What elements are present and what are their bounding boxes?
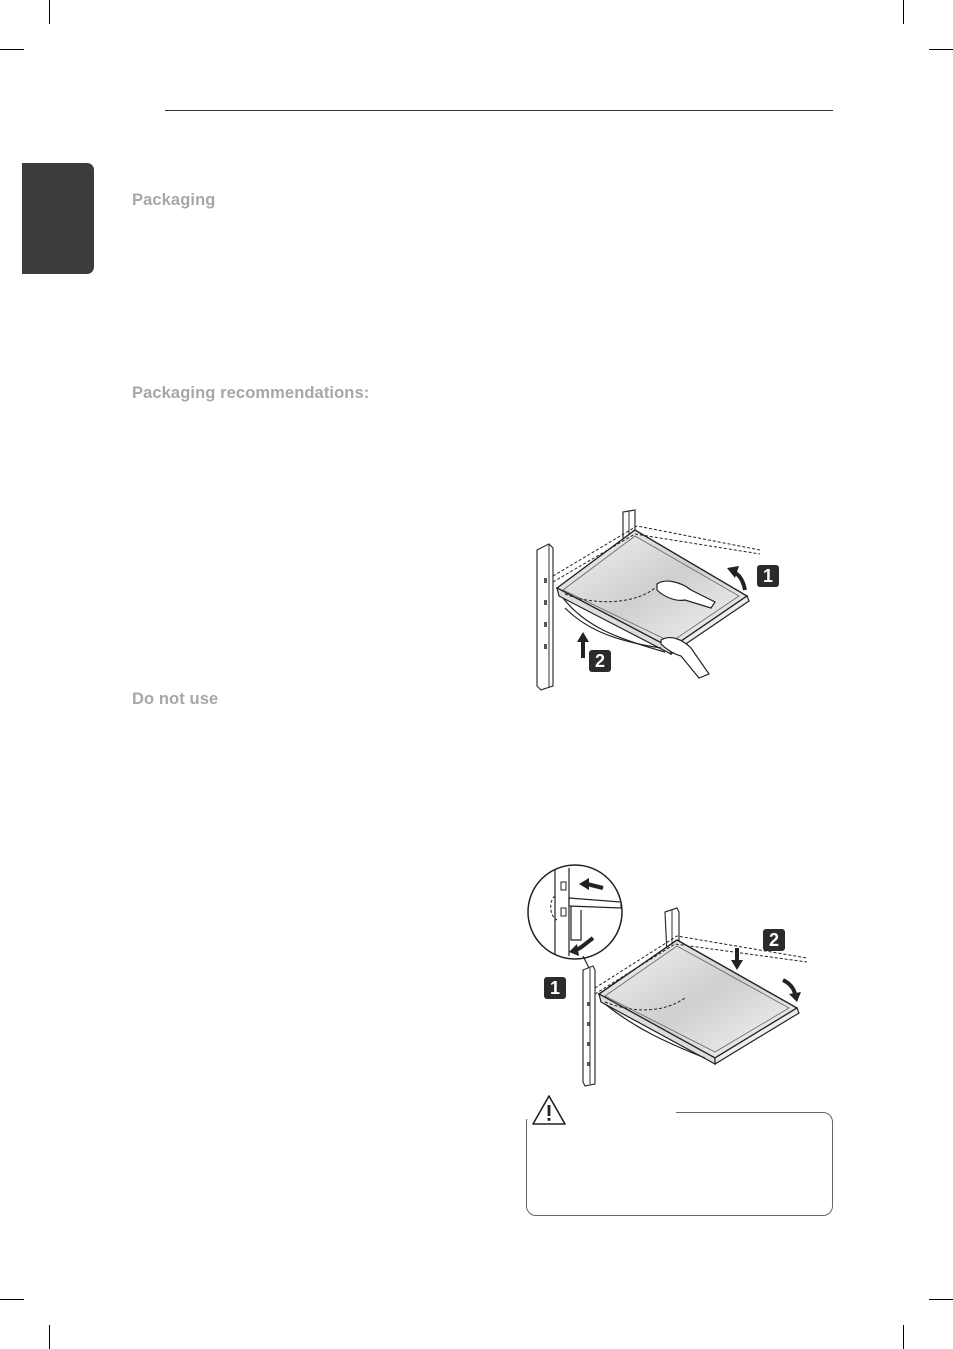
- crop-mark: [903, 1325, 904, 1349]
- warning-triangle-icon: [531, 1094, 567, 1126]
- step-badge-1: 1: [762, 566, 774, 586]
- header-rule: [165, 110, 833, 111]
- caution-box: [526, 1112, 833, 1216]
- step-badge-1: 1: [549, 978, 561, 998]
- crop-mark: [49, 0, 50, 24]
- crop-mark: [0, 1299, 24, 1300]
- heading-packaging-recommendations: Packaging recommendations:: [132, 384, 370, 402]
- crop-mark: [0, 49, 24, 50]
- heading-packaging: Packaging: [132, 191, 216, 209]
- step-badge-2: 2: [768, 930, 780, 950]
- crop-mark: [929, 1299, 953, 1300]
- crop-mark: [903, 0, 904, 24]
- crop-mark: [49, 1325, 50, 1349]
- heading-do-not-use: Do not use: [132, 690, 219, 708]
- step-badge-2: 2: [594, 651, 606, 671]
- remove-shelf-illustration: [525, 508, 795, 693]
- crop-mark: [929, 49, 953, 50]
- install-shelf-illustration: [525, 862, 815, 1087]
- chapter-tab: [22, 163, 94, 274]
